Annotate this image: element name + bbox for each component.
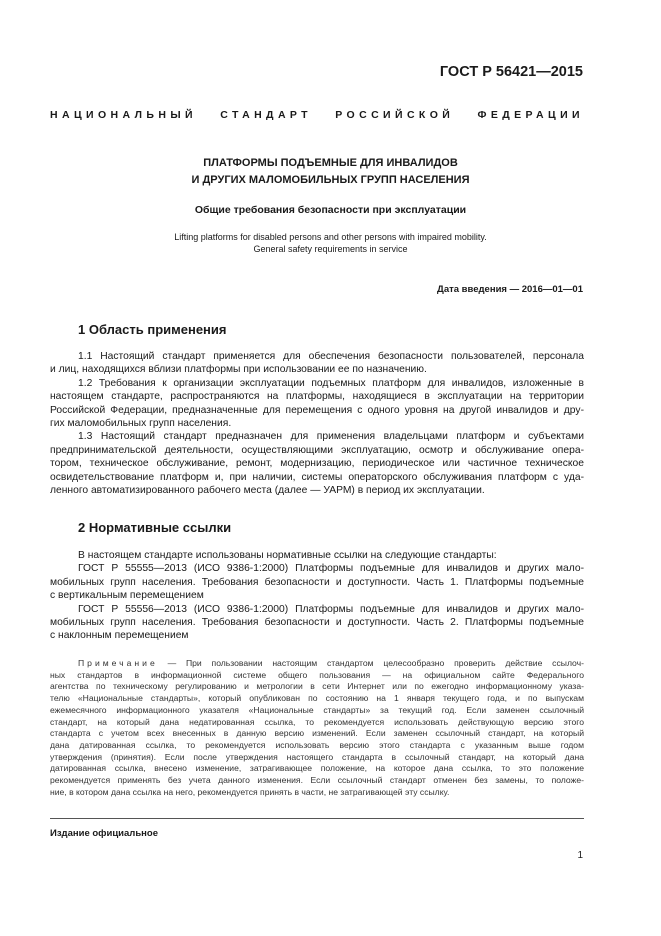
english-title-line2: General safety requirements in service bbox=[253, 244, 408, 254]
section-1-body bbox=[50, 350, 584, 497]
standard-designation: ГОСТ Р 56421—2015 bbox=[439, 64, 583, 80]
note bbox=[50, 658, 584, 798]
text-line: ГОСТ Р 55555—2013 (ИСО 9386-1:2000) Платформы подъемные для инвалидов и других мало- bbox=[78, 563, 584, 575]
text-line: стандарта с учетом всех внесенных в данную версию изменений. Если заменен ссылочный стандарт, на который bbox=[50, 728, 584, 739]
introduction-date: Дата введения — 2016—01—01 bbox=[437, 284, 583, 295]
section-1-heading: 1 Область применения bbox=[78, 322, 227, 337]
text-line: гих маломобильных групп населения. bbox=[50, 418, 232, 430]
note-label: Примечание bbox=[78, 658, 158, 668]
section-2-heading: 2 Нормативные ссылки bbox=[78, 520, 232, 535]
page-number: 1 bbox=[577, 850, 583, 861]
text-line bbox=[50, 658, 584, 670]
english-title-line1: Lifting platforms for disabled persons and other persons with impaired mobility. bbox=[174, 232, 487, 242]
section-2-body bbox=[50, 549, 584, 643]
text-line: В настоящем стандарте использованы нормативные ссылки на следующие стандарты: bbox=[78, 550, 497, 561]
text-line: ние, в котором дана ссылка на него, рекомендуется принять в части, не затрагивающей эту ссылку. bbox=[50, 786, 450, 797]
text-line: мобильных групп населения. Требования безопасности и доступности. Часть 2. Платформы подъемные bbox=[50, 617, 584, 629]
document-subtitle: Общие требования безопасности при эксплуатации bbox=[194, 204, 467, 216]
text-line: дана датированная ссылка, то рекомендуется использовать версию этого стандарта с указанным выше годом bbox=[50, 739, 584, 750]
text-line: с вертикальным перемещением bbox=[50, 590, 204, 602]
text-line: рекомендуется применять без учета данного изменения. Если ссылочный стандарт отменен без замены, то положе- bbox=[50, 775, 584, 786]
edition-label: Издание официальное bbox=[50, 828, 158, 839]
text-line: ГОСТ Р 55556—2013 (ИСО 9386-1:2000) Платформы подъемные для инвалидов и других мало- bbox=[78, 603, 584, 615]
text-line: тором, техническое обслуживание, ремонт, модернизацию, периодическое или частичное техническое bbox=[50, 458, 584, 470]
text-line: ежемесячного информационного указателя «Национальные стандарты» за текущий год. Если заменен ссылочный bbox=[50, 704, 584, 715]
banner-word: НАЦИОНАЛЬНЫЙ bbox=[50, 109, 197, 121]
banner-word: РОССИЙСКОЙ bbox=[335, 109, 455, 121]
text-line: 1.1 Настоящий стандарт применяется для обеспечения безопасности пользователей, персонала bbox=[78, 351, 584, 362]
text-line: ленного автоматизированного рабочего места (далее — УАРМ) в период их эксплуатации. bbox=[50, 485, 485, 497]
banner-word: ФЕДЕРАЦИИ bbox=[477, 109, 584, 121]
text-line: агентства по техническому регулированию и метрологии в сети Интернет или по ежегодно информационному указа- bbox=[50, 681, 584, 692]
note-text: — При пользовании настоящим стандартом целесообразно проверить действие ссылоч- bbox=[157, 658, 584, 668]
document-title-line1: ПЛАТФОРМЫ ПОДЪЕМНЫЕ ДЛЯ ИНВАЛИДОВ bbox=[203, 157, 458, 169]
text-line: датированная ссылка, внесено изменение, затрагивающее положение, на которое дана ссылка, то это положение bbox=[50, 763, 584, 774]
text-line: утверждения (принятия). Если после утверждения настоящего стандарта в ссылочный стандарт, на который дана bbox=[50, 751, 584, 762]
text-line: стандарт, на который дана недатированная ссылка, то рекомендуется использовать действующую версию этого bbox=[50, 716, 584, 727]
text-line: телю «Национальные стандарты», который опубликован по состоянию на 1 января текущего года, и по выпускам bbox=[50, 693, 584, 704]
text-line: ных стандартов в информационной системе общего пользования — на официальном сайте Федерального bbox=[50, 669, 584, 680]
text-line: освидетельствование платформ и, при наличии, системы операторского обслуживания платформ с уда- bbox=[50, 471, 584, 483]
footer-divider bbox=[50, 818, 584, 819]
text-line: мобильных групп населения. Требования безопасности и доступности. Часть 1. Платформы подъемные bbox=[50, 576, 584, 588]
banner-word: СТАНДАРТ bbox=[220, 109, 312, 121]
text-line: настоящем стандарте, распространяются на платформы, находящиеся в эксплуатации на территории bbox=[50, 391, 584, 403]
text-line: предпринимательской деятельности, осуществляющими эксплуатацию, осмотр и обслуживание опера- bbox=[50, 444, 584, 456]
national-standard-banner bbox=[50, 109, 584, 121]
text-line: с наклонным перемещением bbox=[50, 630, 189, 642]
document-title-line2: И ДРУГИХ МАЛОМОБИЛЬНЫХ ГРУПП НАСЕЛЕНИЯ bbox=[191, 174, 470, 186]
text-line: и лиц, находящихся вблизи платформы при использовании ее по назначению. bbox=[50, 364, 427, 376]
text-line: Российской Федерации, предназначенные для перемещения с одного уровня на другой инвалидов и дру- bbox=[50, 404, 584, 416]
text-line: 1.3 Настоящий стандарт предназначен для применения владельцами платформ и субъектами bbox=[78, 431, 584, 443]
text-line: 1.2 Требования к организации эксплуатации подъемных платформ для инвалидов, изложенные в bbox=[78, 377, 584, 389]
